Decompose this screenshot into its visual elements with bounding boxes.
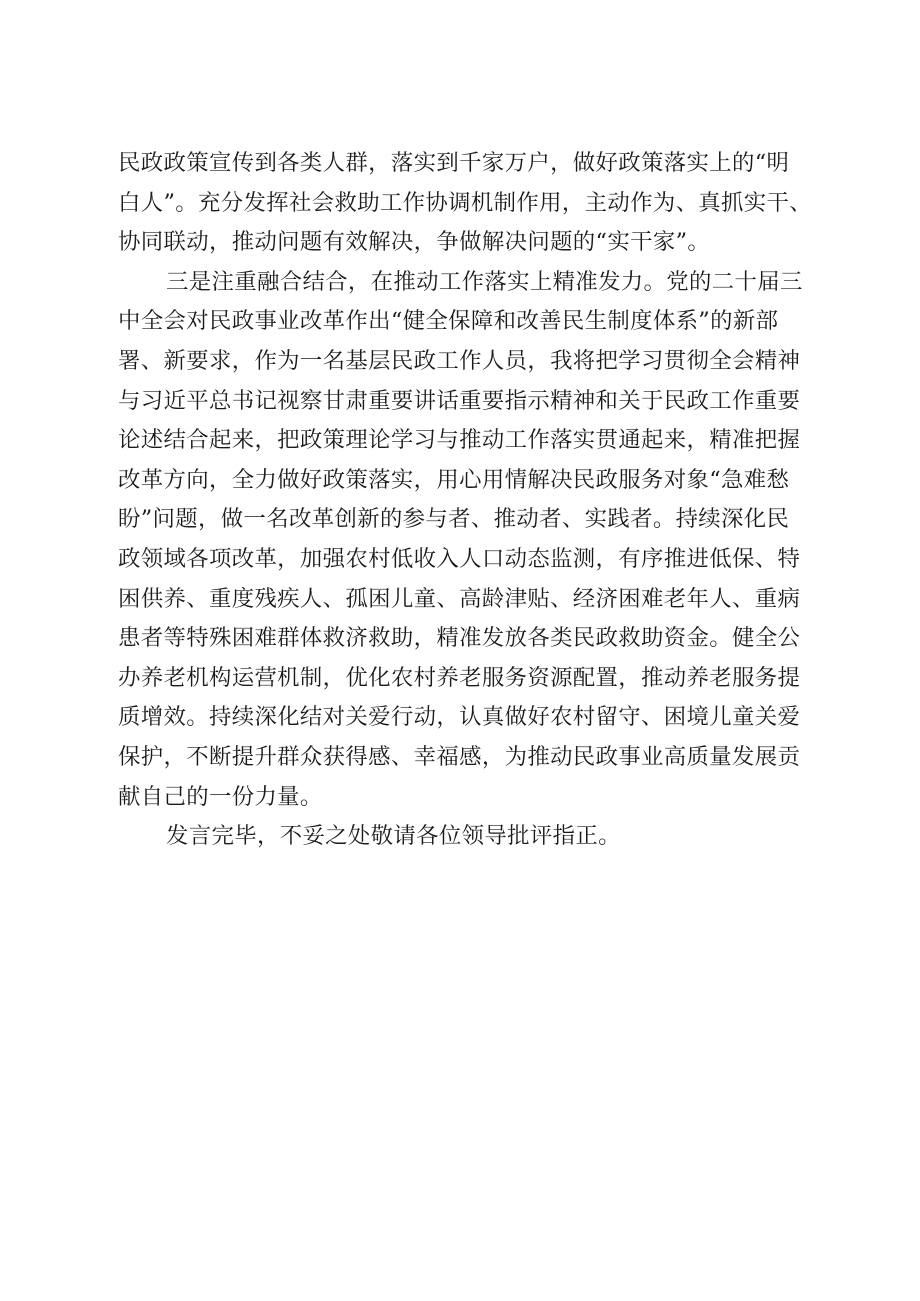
text-line: 与习近平总书记视察甘肃重要讲话重要指示精神和关于民政工作重要 — [118, 387, 801, 414]
text-line: 中全会对民政事业改革作出“健全保障和改善民生制度体系”的新部 — [118, 308, 779, 335]
body-text — [118, 144, 818, 857]
text-line: 民政政策宣传到各类人群，落实到千家万户，做好政策落实上的“明 — [118, 150, 790, 176]
text-line: 署、新要求，作为一名基层民政工作人员，我将把学习贯彻全会精神 — [118, 347, 801, 374]
text-line: 质增效。持续深化结对关爱行动，认真做好农村留守、困境儿童关爱 — [118, 704, 801, 731]
text-line: 困供养、重度残疾人、孤困儿童、高龄津贴、经济困难老年人、重病 — [118, 585, 801, 612]
text-line: 论述结合起来，把政策理论学习与推动工作落实贯通起来，精准把握 — [118, 427, 801, 454]
text-line: 盼”问题，做一名改革创新的参与者、推动者、实践者。持续深化民 — [118, 506, 790, 533]
text-line: 保护，不断提升群众获得感、幸福感，为推动民政事业高质量发展贡 — [118, 743, 801, 770]
text-line: 协同联动，推动问题有效解决，争做解决问题的“实干家”。 — [118, 229, 711, 256]
text-line: 白人”。充分发挥社会救助工作协调机制作用，主动作为、真抓实干、 — [118, 189, 813, 216]
text-line: 改革方向，全力做好政策落实，用心用情解决民政服务对象“急难愁 — [118, 466, 790, 493]
closing-line: 发言完毕，不妥之处敬请各位领导批评指正。 — [166, 823, 621, 850]
text-line: 患者等特殊困难群体救济救助，精准发放各类民政救助资金。健全公 — [118, 625, 801, 652]
text-line: 献自己的一份力量。 — [118, 783, 323, 810]
text-line: 办养老机构运营机制，优化农村养老服务资源配置，推动养老服务提 — [118, 664, 801, 691]
paragraph-start-line: 三是注重融合结合，在推动工作落实上精准发力。党的二十届三 — [166, 268, 803, 295]
text-line: 政领域各项改革，加强农村低收入人口动态监测，有序推进低保、特 — [118, 545, 801, 572]
